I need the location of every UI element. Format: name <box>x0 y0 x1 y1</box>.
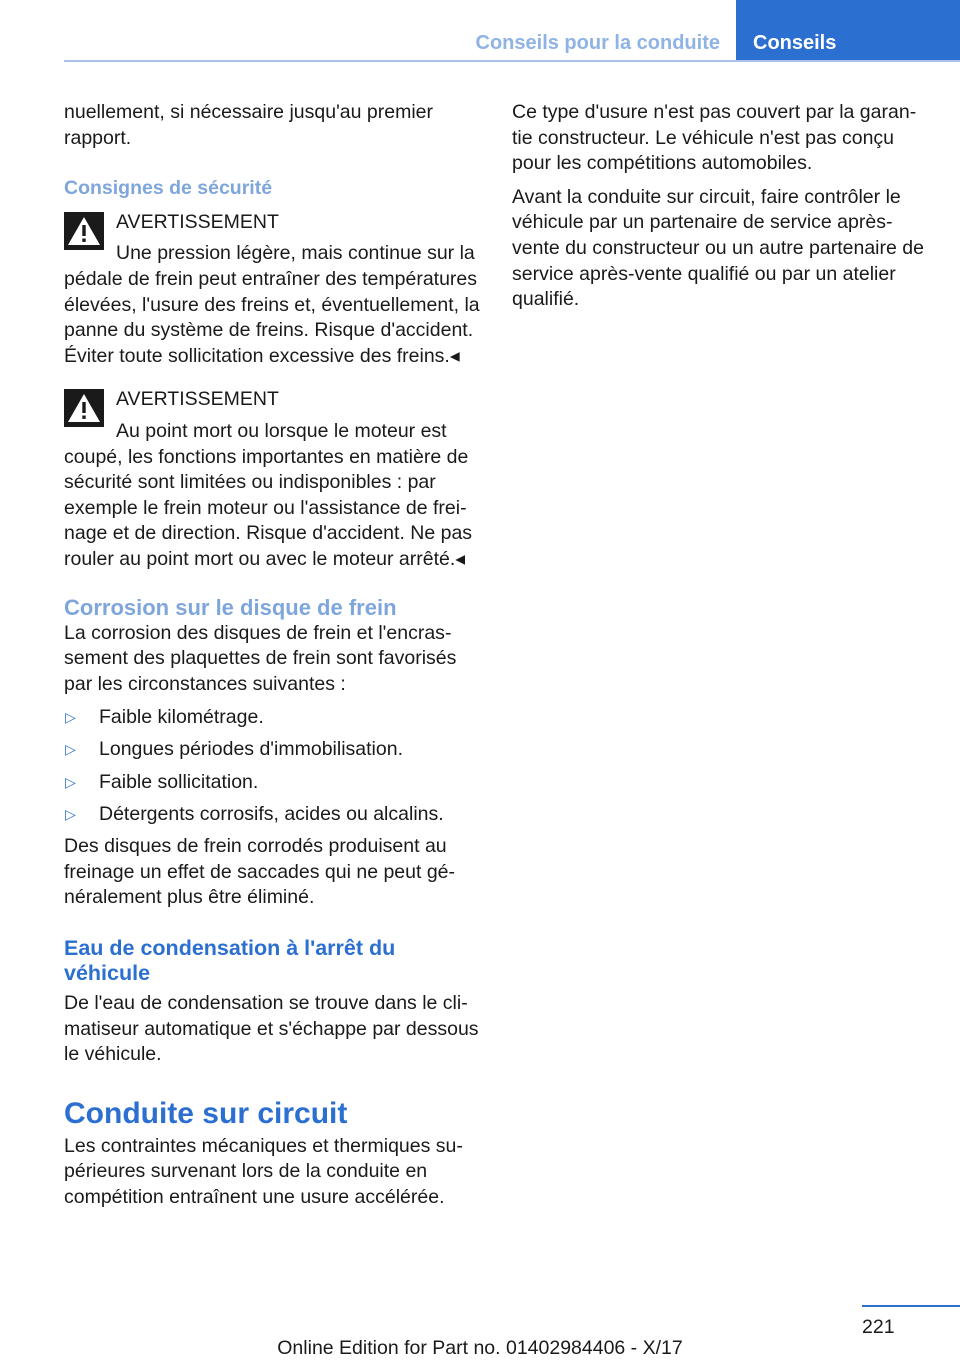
header-chapter-tab: Conseils <box>736 0 960 62</box>
header-section-title: Conseils pour la conduite <box>475 32 720 54</box>
triangle-right-icon: ▷ <box>65 741 76 758</box>
list-item: ▷ Longues périodes d'immobilisation. <box>64 737 480 763</box>
triangle-right-icon: ▷ <box>65 805 76 822</box>
condensation-body: De l'eau de condensation se trouve dans le climatiseur automatique et s'échappe par dessous le véhicule. <box>64 992 479 1066</box>
warning-block-1 <box>64 210 480 370</box>
footer-rule <box>862 1305 960 1307</box>
list-item: ▷ Faible kilométrage. <box>64 705 480 731</box>
corrosion-heading: Corrosion sur le disque de frein <box>64 594 397 620</box>
warning-body: Une pression légère, mais continue sur la pédale de frein peut entraîner des températures élevées, l'usure des freins et, éventuellement, la panne du système de freins. Risque d'accident. Éviter toute sollicitation excessive des freins.◂ <box>64 242 480 367</box>
right-paragraph-1: Ce type d'usure n'est pas couvert par la garantie constructeur. Le véhicule n'est pas conçu pour les compétitions automobiles. <box>512 101 917 175</box>
corrosion-intro: La corrosion des disques de frein et l'encrassement des plaquettes de frein sont favorisés par les circonstances suivantes : <box>64 621 457 695</box>
circuit-heading: Conduite sur circuit <box>64 1096 348 1130</box>
corrosion-list <box>64 705 480 827</box>
warning-title: AVERTISSEMENT <box>116 388 279 411</box>
triangle-right-icon: ▷ <box>65 709 76 726</box>
warning-triangle-icon <box>64 389 104 427</box>
left-column <box>64 100 480 1211</box>
warning-block-2 <box>64 387 480 572</box>
triangle-right-icon: ▷ <box>65 773 76 790</box>
page-header <box>0 0 960 62</box>
warning-triangle-icon <box>64 212 104 250</box>
right-column <box>512 100 926 313</box>
circuit-body: Les contraintes mécaniques et thermiques supérieures survenant lors de la conduite en compétition entraînent une usure accélérée. <box>64 1134 463 1208</box>
footer-edition: Online Edition for Part no. 01402984406 - X/17 <box>277 1337 683 1359</box>
list-item: ▷ Faible sollicitation. <box>64 770 480 796</box>
header-rule <box>64 60 960 62</box>
list-item: ▷ Détergents corrosifs, acides ou alcalins. <box>64 802 480 828</box>
safety-heading: Consignes de sécurité <box>64 177 273 200</box>
intro-paragraph: nuellement, si nécessaire jusqu'au premier rapport. <box>64 101 433 149</box>
warning-title: AVERTISSEMENT <box>116 210 279 233</box>
right-paragraph-2: Avant la conduite sur circuit, faire contrôler le véhicule par un partenaire de service après-vente du constructeur ou un autre partenaire de service après-vente qualifié ou par un atelier qualifié. <box>512 185 924 311</box>
corrosion-outro: Des disques de frein corrodés produisent au freinage un effet de saccades qui ne peut généralement plus être éliminé. <box>64 835 456 909</box>
page-number: 221 <box>862 1316 895 1338</box>
condensation-heading: Eau de condensation à l'arrêt du véhicule <box>64 935 396 986</box>
warning-body: Au point mort ou lorsque le moteur est coupé, les fonctions importantes en matière de sécurité sont limitées ou indisponibles : par exemple le frein moteur ou l'assistance de freinage et de direction. Risque d'accident. Ne pas rouler au point mort ou avec le moteur arrêté.◂ <box>64 419 473 570</box>
